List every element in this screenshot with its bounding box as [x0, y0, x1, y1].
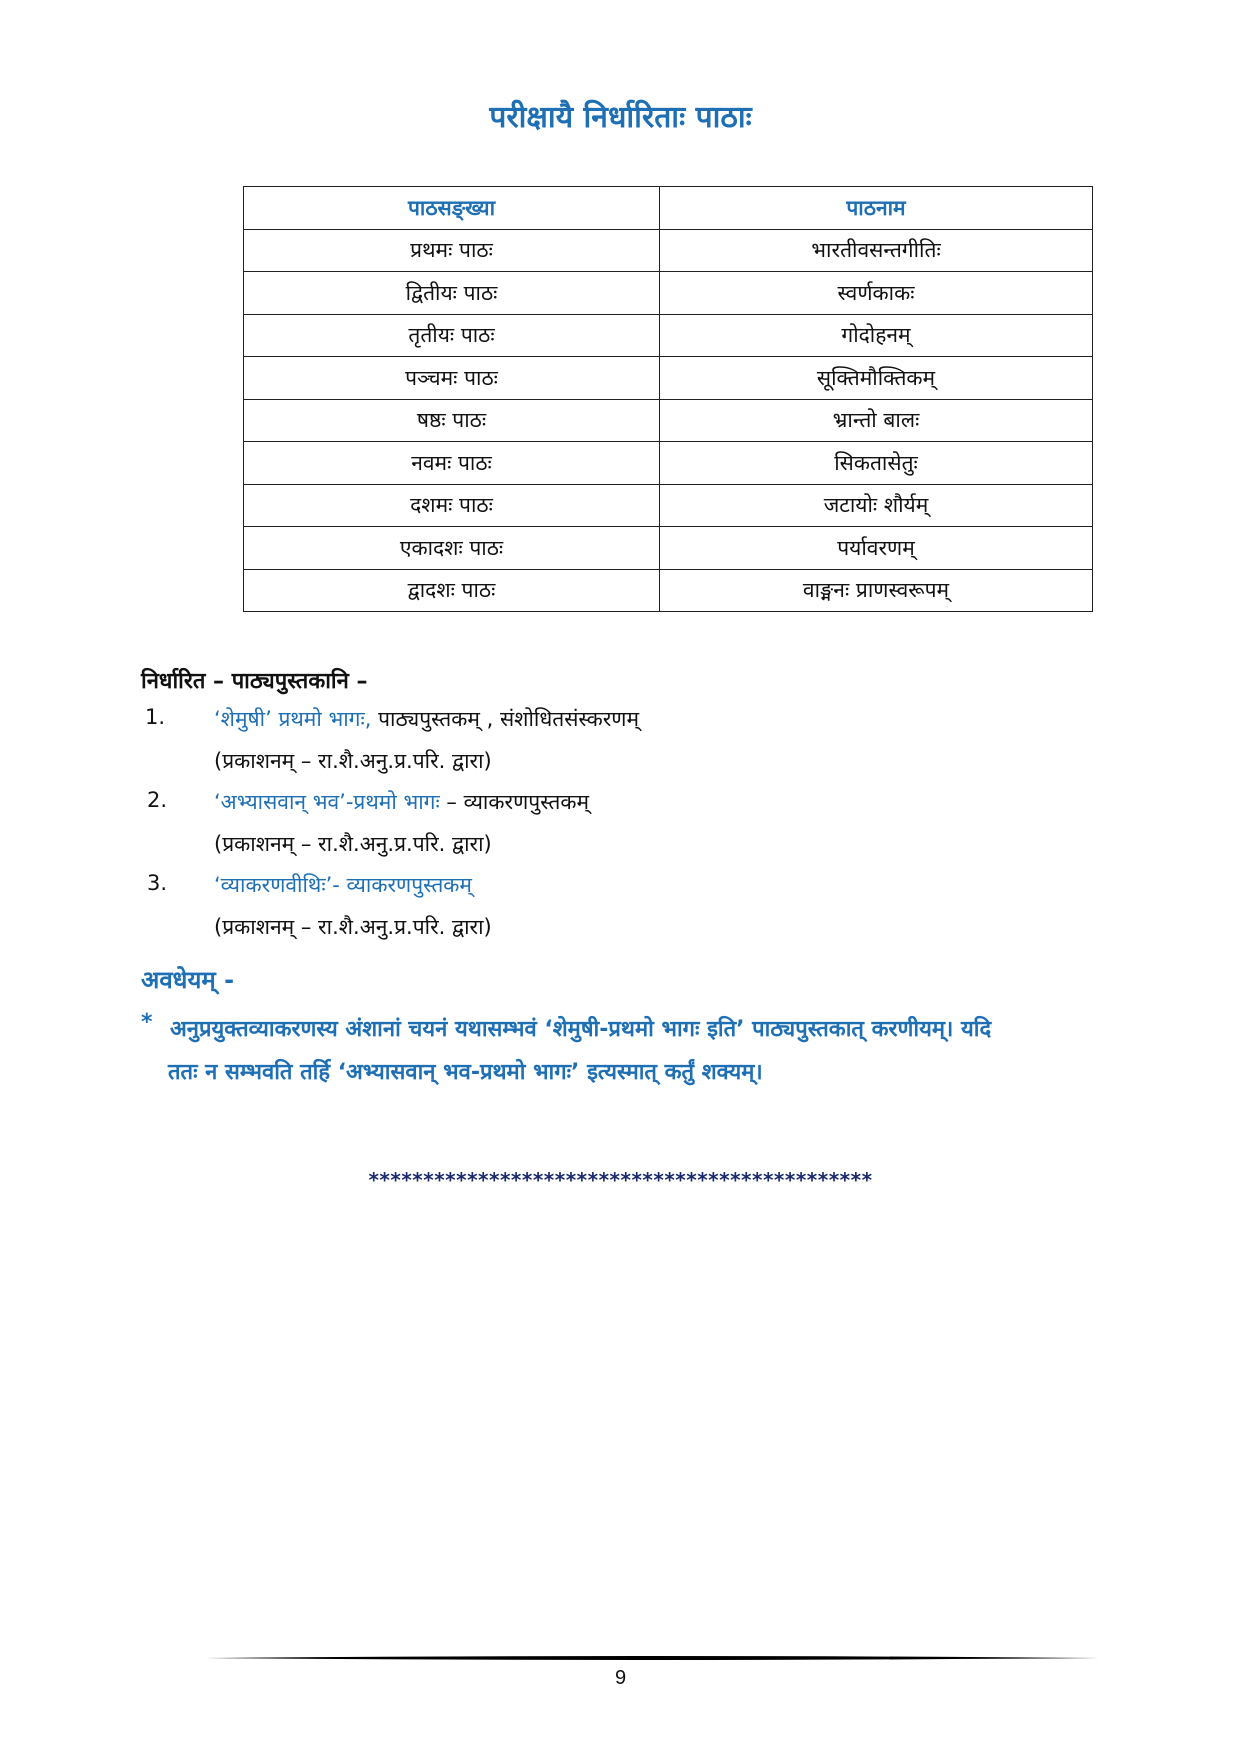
asterisk-icon: *	[141, 1010, 153, 1035]
lesson-name: सूक्तिमौक्तिकम्	[660, 357, 1093, 400]
book-title: ‘अभ्यासवान् भव’-प्रथमो भागः	[214, 790, 440, 814]
book-title: ‘शेमुषी’ प्रथमो भागः,	[214, 707, 372, 731]
book-title-line	[214, 871, 472, 899]
table-row	[244, 527, 1093, 570]
table-row	[244, 399, 1093, 442]
table-row	[244, 314, 1093, 357]
table-row	[244, 357, 1093, 400]
lesson-number: एकादशः पाठः	[244, 527, 660, 570]
book-title: ‘व्याकरणवीथिः’- व्याकरणपुस्तकम्	[214, 873, 472, 897]
page-title: परीक्षायै निर्धारिताः पाठाः	[489, 100, 752, 135]
lesson-number: नवमः पाठः	[244, 442, 660, 485]
book-description: – व्याकरणपुस्तकम्	[439, 790, 590, 814]
lesson-name: पर्यावरणम्	[660, 527, 1093, 570]
table-header-row	[244, 187, 1093, 230]
table-row	[244, 272, 1093, 315]
page-number: 9	[614, 1667, 627, 1689]
book-title-line	[214, 788, 589, 816]
book-publisher: (प्रकाशनम् – रा.शै.अनु.प्र.परि. द्वारा)	[214, 832, 492, 856]
lesson-number: दशमः पाठः	[244, 484, 660, 527]
lesson-number: द्वितीयः पाठः	[244, 272, 660, 315]
footer-rule	[205, 1655, 1100, 1661]
list-number: 2.	[147, 788, 168, 812]
lesson-number: तृतीयः पाठः	[244, 314, 660, 357]
textbooks-heading: निर्धारित – पाठ्यपुस्तकानि –	[141, 669, 368, 694]
book-publisher: (प्रकाशनम् – रा.शै.अनु.प्र.परि. द्वारा)	[214, 749, 492, 773]
book-description: पाठ्यपुस्तकम् , संशोधितसंस्करणम्	[371, 707, 640, 731]
lesson-number: प्रथमः पाठः	[244, 229, 660, 272]
note-line-2: ततः न सम्भवति तर्हि ‘अभ्यासवान् भव-प्रथमो भागः’ इत्यस्मात् कर्तुं शक्यम्।	[168, 1060, 763, 1085]
lesson-number: पञ्चमः पाठः	[244, 357, 660, 400]
book-publisher: (प्रकाशनम् – रा.शै.अनु.प्र.परि. द्वारा)	[214, 915, 492, 939]
lessons-table	[243, 186, 1093, 612]
lesson-name: भारतीवसन्तगीतिः	[660, 229, 1093, 272]
list-number: 3.	[147, 871, 168, 895]
lesson-name: सिकतासेतुः	[660, 442, 1093, 485]
lesson-number: षष्ठः पाठः	[244, 399, 660, 442]
lesson-name: वाङ्मनः प्राणस्वरूपम्	[660, 569, 1093, 612]
lesson-name: भ्रान्तो बालः	[660, 399, 1093, 442]
section-separator: **********************************************	[368, 1168, 873, 1192]
list-number: 1.	[145, 705, 166, 729]
lesson-name: गोदोहनम्	[660, 314, 1093, 357]
book-title-line	[214, 705, 639, 733]
note-heading: अवधेयम् -	[141, 966, 235, 994]
lesson-name: जटायोः शौर्यम्	[660, 484, 1093, 527]
column-header-lesson-name: पाठनाम	[660, 187, 1093, 230]
table-row	[244, 569, 1093, 612]
table-row	[244, 442, 1093, 485]
table-row	[244, 484, 1093, 527]
note-line-1: अनुप्रयुक्तव्याकरणस्य अंशानां चयनं यथासम्भवं ‘शेमुषी-प्रथमो भागः इति’ पाठ्यपुस्तकात् करणीयम्। यदि	[170, 1017, 992, 1042]
lesson-number: द्वादशः पाठः	[244, 569, 660, 612]
column-header-lesson-number: पाठसङ्ख्या	[244, 187, 660, 230]
note-text	[170, 1008, 1110, 1094]
table-row	[244, 229, 1093, 272]
lesson-name: स्वर्णकाकः	[660, 272, 1093, 315]
